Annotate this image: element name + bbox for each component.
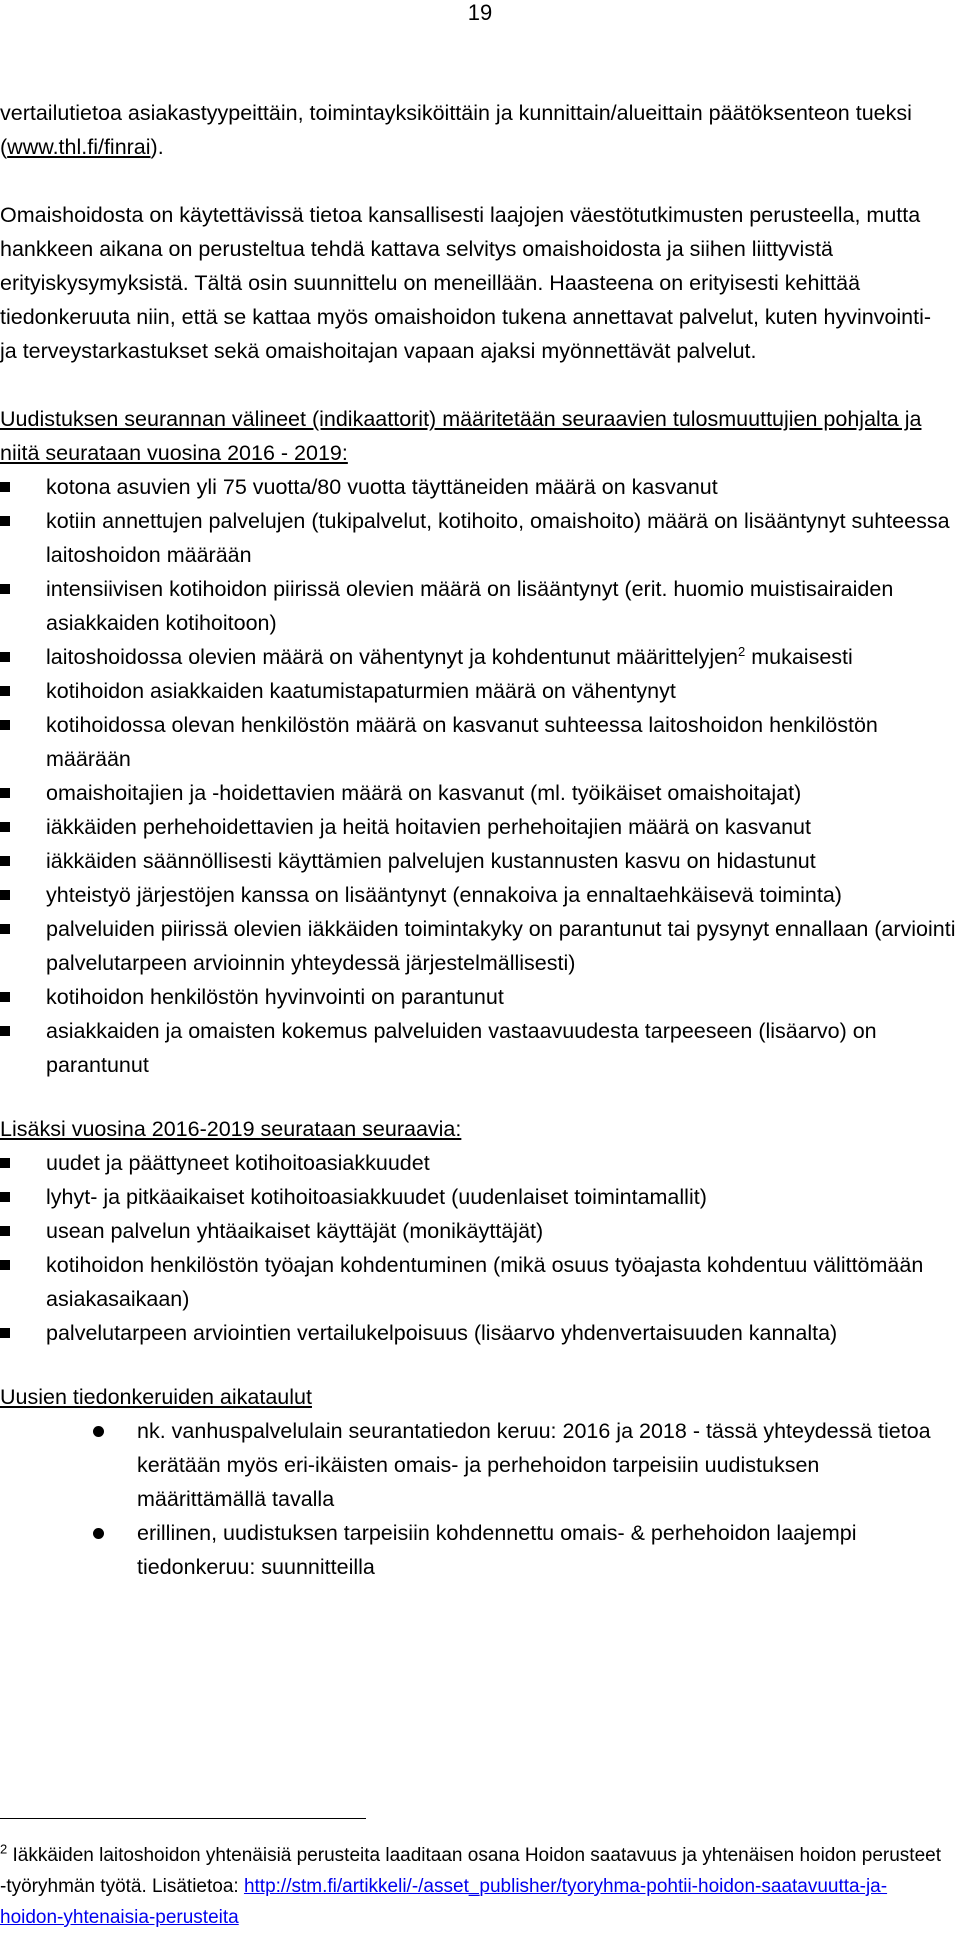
- additional-monitoring-list: [0, 1146, 960, 1350]
- additional-monitoring-heading: Lisäksi vuosina 2016-2019 seurataan seuraavia:: [0, 1117, 462, 1141]
- square-bullet-icon: [0, 992, 10, 1002]
- list-item: lyhyt- ja pitkäaikaiset kotihoitoasiakkuudet (uudenlaiset toimintamallit): [0, 1180, 960, 1214]
- list-item: iäkkäiden perhehoidettavien ja heitä hoitavien perhehoitajien määrä on kasvanut: [0, 810, 960, 844]
- square-bullet-icon: [0, 1026, 10, 1036]
- list-item: intensiivisen kotihoidon piirissä olevien määrä on lisääntynyt (erit. huomio muistisairaiden asiakkaiden kotihoitoon): [0, 572, 960, 640]
- list-item: laitoshoidossa olevien määrä on vähentynyt ja kohdentunut määrittelyjen$^2$ mukaisesti: [0, 640, 960, 674]
- list-item: kotihoidon asiakkaiden kaatumistapaturmien määrä on vähentynyt: [0, 674, 960, 708]
- list-item: omaishoitajien ja -hoidettavien määrä on kasvanut (ml. työikäiset omaishoitajat): [0, 776, 960, 810]
- schedule-list: [0, 1414, 960, 1584]
- footnote: [0, 1840, 950, 1933]
- square-bullet-icon: [0, 890, 10, 900]
- list-item: palveluiden piirissä olevien iäkkäiden toimintakyky on parantunut tai pysynyt ennallaan (arviointi palvelutarpeen arvioinnin yhteydessä järjestelmällisesti): [0, 912, 960, 980]
- square-bullet-icon: [0, 924, 10, 934]
- schedule-section: [0, 1380, 960, 1584]
- page-number: 19: [467, 0, 493, 25]
- square-bullet-icon: [0, 788, 10, 798]
- list-item: kotiin annettujen palvelujen (tukipalvelut, kotihoito, omaishoito) määrä on lisääntynyt suhteessa laitoshoidon määrään: [0, 504, 960, 572]
- page-content: [0, 96, 960, 1584]
- caregiving-paragraph: [0, 198, 960, 368]
- thl-finrai-link[interactable]: www.thl.fi/finrai: [7, 135, 151, 159]
- square-bullet-icon: [0, 482, 10, 492]
- square-bullet-icon: [0, 652, 10, 662]
- additional-monitoring-section: [0, 1112, 960, 1350]
- list-item: erillinen, uudistuksen tarpeisiin kohdennettu omais- & perhehoidon laajempi tiedonkeruu: suunnitteilla: [0, 1516, 960, 1584]
- list-item: nk. vanhuspalvelulain seurantatiedon keruu: 2016 ja 2018 - tässä yhteydessä tietoa kerätään myös eri-ikäisten omais- ja perhehoidon tarpeisiin uudistuksen määrittämällä tavalla: [0, 1414, 960, 1516]
- square-bullet-icon: [0, 720, 10, 730]
- list-item: kotihoidossa olevan henkilöstön määrä on kasvanut suhteessa laitoshoidon henkilöstön määrään: [0, 708, 960, 776]
- stm-article-link[interactable]: http://stm.fi/artikkeli/-/asset_publisher/tyoryhma-pohtii-hoidon-saatavuutta-ja-hoidon-yhtenaisia-perusteita: [0, 1876, 888, 1928]
- footnote-text: Iäkkäiden laitoshoidon yhtenäisiä perusteita laaditaan osana Hoidon saatavuus ja yhtenäisen hoidon perusteet -työryhmän työtä. Lisätietoa:: [0, 1845, 941, 1897]
- square-bullet-icon: [0, 856, 10, 866]
- square-bullet-icon: [0, 584, 10, 594]
- list-item: palvelutarpeen arviointien vertailukelpoisuus (lisäarvo yhdenvertaisuuden kannalta): [0, 1316, 960, 1350]
- list-item: usean palvelun yhtäaikaiset käyttäjät (monikäyttäjät): [0, 1214, 960, 1248]
- list-item: uudet ja päättyneet kotihoitoasiakkuudet: [0, 1146, 960, 1180]
- square-bullet-icon: [0, 1158, 10, 1168]
- list-item: kotona asuvien yli 75 vuotta/80 vuotta täyttäneiden määrä on kasvanut: [0, 470, 960, 504]
- footnote-reference[interactable]: 2: [738, 643, 746, 659]
- caregiving-text-2: Haasteena on erityisesti kehittää tiedonkeruuta niin, että se kattaa myös omaishoidon tukena annettavat palvelut, kuten hyvinvointi- ja terveystarkastukset sekä omaishoitajan vapaan ajaksi myönnettävät palvelut.: [0, 271, 932, 363]
- square-bullet-icon: [0, 1192, 10, 1202]
- list-item: yhteistyö järjestöjen kanssa on lisääntynyt (ennakoiva ja ennaltaehkäisevä toiminta): [0, 878, 960, 912]
- round-bullet-icon: [93, 1426, 104, 1437]
- list-item: kotihoidon henkilöstön hyvinvointi on parantunut: [0, 980, 960, 1014]
- intro-text: vertailutietoa asiakastyypeittäin, toimintayksiköittäin ja kunnittain/alueittain päätöksenteon tueksi (: [0, 101, 912, 159]
- square-bullet-icon: [0, 516, 10, 526]
- round-bullet-icon: [93, 1528, 104, 1539]
- square-bullet-icon: [0, 822, 10, 832]
- footnote-mark: 2: [0, 1841, 8, 1857]
- square-bullet-icon: [0, 686, 10, 696]
- intro-paragraph: [0, 96, 960, 164]
- intro-text-end: ).: [150, 135, 164, 159]
- schedule-heading: Uusien tiedonkeruiden aikataulut: [0, 1385, 312, 1409]
- list-item: asiakkaiden ja omaisten kokemus palveluiden vastaavuudesta tarpeeseen (lisäarvo) on parantunut: [0, 1014, 960, 1082]
- indicators-list: [0, 470, 960, 1082]
- footnote-divider: [0, 1818, 366, 1819]
- list-item: iäkkäiden säännöllisesti käyttämien palvelujen kustannusten kasvu on hidastunut: [0, 844, 960, 878]
- list-item: kotihoidon henkilöstön työajan kohdentuminen (mikä osuus työajasta kohdentuu välittömään asiakasaikaan): [0, 1248, 960, 1316]
- caregiving-text-1: Omaishoidosta on käytettävissä tietoa kansallisesti laajojen väestötutkimusten perusteella, mutta hankkeen aikana on perusteltua tehdä kattava selvitys omaishoidosta ja siihen liittyvistä erityiskysymyksistä. Tältä osin suunnittelu on meneillään.: [0, 203, 921, 295]
- square-bullet-icon: [0, 1260, 10, 1270]
- indicators-section: [0, 402, 960, 1082]
- square-bullet-icon: [0, 1226, 10, 1236]
- square-bullet-icon: [0, 1328, 10, 1338]
- indicators-heading: Uudistuksen seurannan välineet (indikaattorit) määritetään seuraavien tulosmuuttujien pohjalta ja niitä seurataan vuosina 2016 - 2019:: [0, 407, 922, 465]
